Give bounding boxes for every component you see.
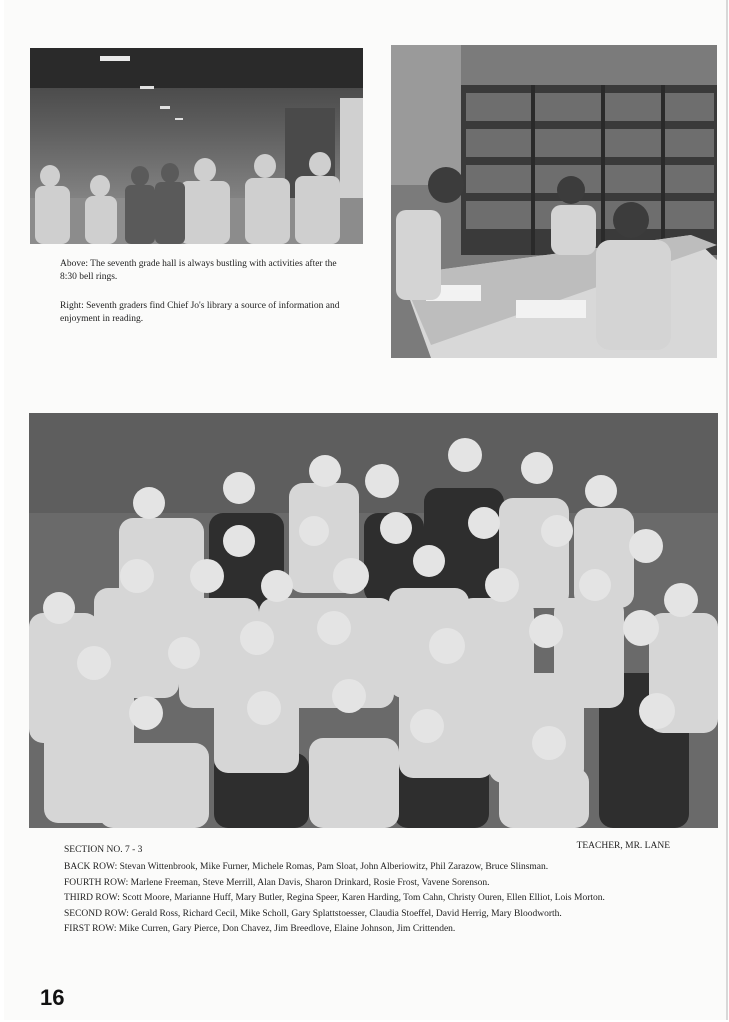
row-names: Gerald Ross, Richard Cecil, Mike Scholl, Gary Splattstoesser, Claudia Stoeffel, David Herrig, Mary Bloodworth. (131, 908, 562, 919)
library-photo (391, 45, 717, 358)
row-label: SECOND ROW: (64, 908, 129, 919)
roster-row-back (64, 860, 710, 876)
row-names: Marlene Freeman, Steve Merrill, Alan Davis, Sharon Drinkard, Rosie Frost, Vavene Sorenson. (130, 877, 490, 888)
row-names: Scott Moore, Marianne Huff, Mary Butler, Regina Speer, Karen Harding, Tom Cahn, Christy Ouren, Ellen Elliot, Lois Morton. (122, 893, 605, 904)
roster-row-second (64, 907, 710, 923)
class-group-photo-illustration (29, 413, 718, 828)
class-group-photo (29, 413, 718, 828)
roster-list (64, 860, 710, 938)
row-names: Mike Curren, Gary Pierce, Don Chavez, Jim Breedlove, Elaine Johnson, Jim Crittenden. (118, 924, 456, 935)
row-label: FIRST ROW: (64, 924, 117, 935)
library-photo-illustration (391, 45, 717, 358)
teacher-name: TEACHER, MR. LANE (576, 841, 670, 851)
row-names: Stevan Wittenbrook, Mike Furner, Michele Romas, Pam Sloat, John Alberiowitz, Phil Zarazow, Bruce Slinsman. (119, 862, 549, 872)
hallway-photo-illustration (30, 48, 363, 244)
roster-row-third (64, 891, 710, 907)
page-number: 16 (40, 985, 65, 1010)
library-caption: Right: Seventh graders find Chief Jo's library a source of information and enjoyment in reading. (60, 301, 340, 324)
hallway-caption: Above: The seventh grade hall is always bustling with activities after the 8:30 bell rings. (60, 259, 337, 282)
roster-row-fourth (64, 876, 710, 892)
yearbook-page (4, 0, 728, 1020)
hallway-photo (30, 48, 363, 244)
row-label: THIRD ROW: (64, 893, 120, 904)
row-label: FOURTH ROW: (64, 877, 129, 888)
row-label: BACK ROW: (64, 862, 118, 872)
roster-row-first (64, 922, 710, 938)
section-number: SECTION NO. 7 - 3 (64, 845, 143, 855)
